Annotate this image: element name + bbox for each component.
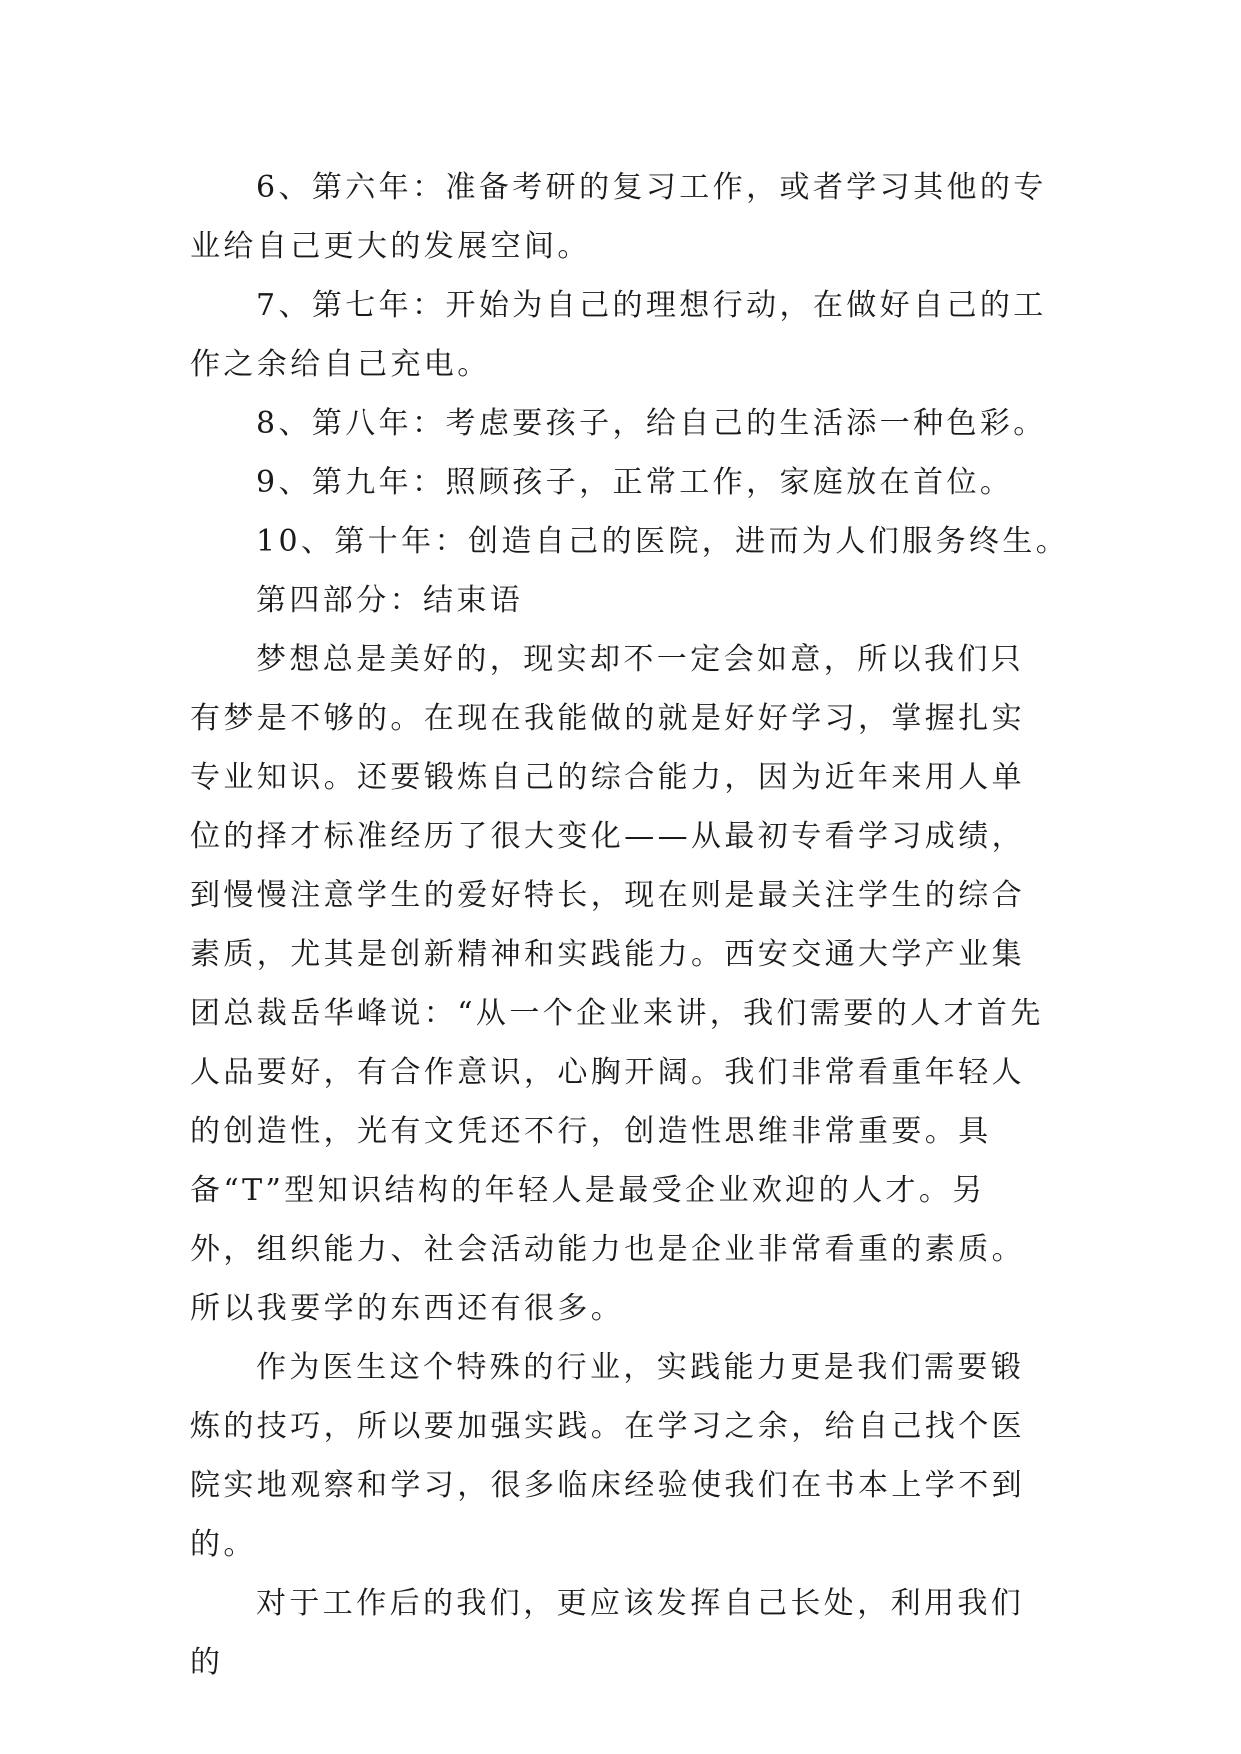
document-body [190, 158, 1070, 1692]
paragraph-year-10: 10、第十年：创造自己的医院，进而为人们服务终生。 [256, 524, 1070, 559]
paragraph-after-work: 对于工作后的我们，更应该发挥自己长处，利用我们的 [190, 1586, 1025, 1680]
paragraph-practice: 作为医生这个特殊的行业，实践能力更是我们需要锻炼的技巧，所以要加强实践。在学习之余，给自己找个医院实地观察和学习，很多临床经验使我们在书本上学不到的。 [190, 1350, 1025, 1562]
section-heading: 第四部分：结束语 [256, 583, 524, 618]
paragraph-dreams: 梦想总是美好的，现实却不一定会如意，所以我们只有梦是不够的。在现在我能做的就是好好学习，掌握扎实专业知识。还要锻炼自己的综合能力，因为近年来用人单位的择才标准经历了很大变化——从最初专看学习成绩，到慢慢注意学生的爱好特长，现在则是最关注学生的综合素质，尤其是创新精神和实践能力。西安交通大学产业集团总裁岳华峰说：“从一个企业来讲，我们需要的人才首先人品要好，有合作意识，心胸开阔。我们非常看重年轻人的创造性，光有文凭还不行，创造性思维非常重要。具备“T”型知识结构的年轻人是最受企业欢迎的人才。另外，组织能力、社会活动能力也是企业非常看重的素质。所以我要学的东西还有很多。 [190, 642, 1044, 1326]
paragraph-year-6: 6、第六年：准备考研的复习工作，或者学习其他的专业给自己更大的发展空间。 [190, 170, 1047, 264]
paragraph-year-7: 7、第七年：开始为自己的理想行动，在做好自己的工作之余给自己充电。 [190, 288, 1047, 382]
paragraph-year-9: 9、第九年：照顾孩子，正常工作，家庭放在首位。 [256, 465, 1014, 500]
paragraph-year-8: 8、第八年：考虑要孩子，给自己的生活添一种色彩。 [256, 406, 1047, 441]
